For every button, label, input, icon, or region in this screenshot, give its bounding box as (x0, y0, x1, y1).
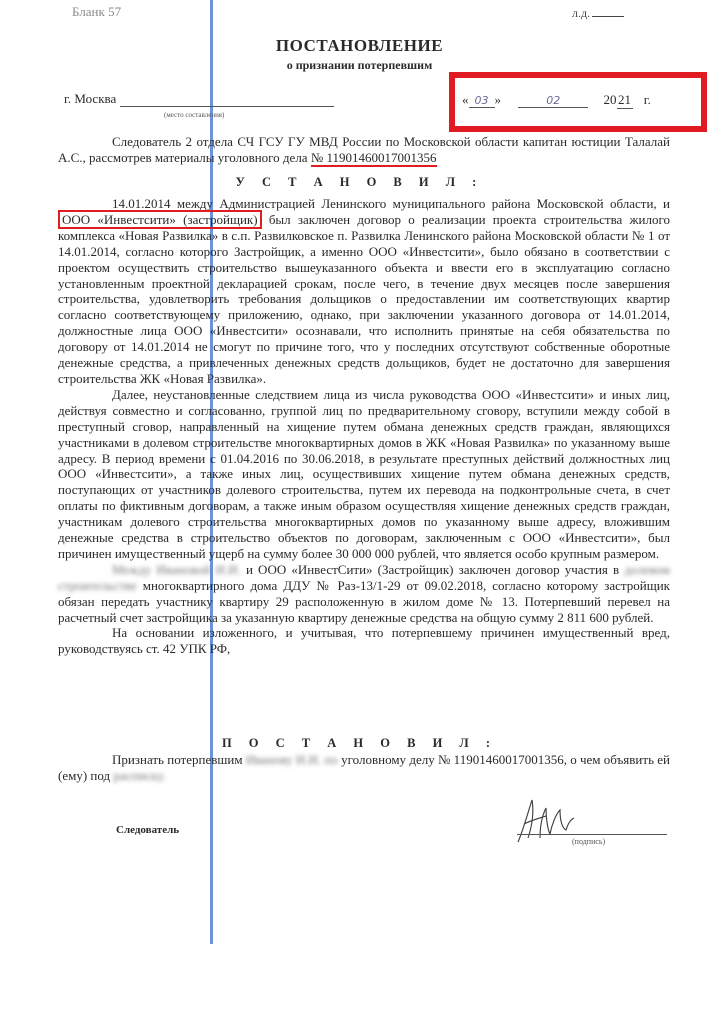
date-year-prefix: 20 (603, 92, 617, 107)
paragraph-3: Между Ивановой И.И. и ООО «ИнвестСити» (Застройщик) заключен договор участия в долевом строительстве многоквартирного дома ДДУ № Раз-13/1-29 от 09.02.2018, согласно которому застройщик обязан передать участнику квартиру 29 расположенную в жилом доме № 13. Потерпевший перевел на расчетный счет застройщика за указанную квартиру денежные средства на общую сумму 2 811 600 рублей. (58, 561, 670, 625)
document-subtitle: о признании потерпевшим (286, 58, 433, 72)
city: г. Москва (64, 91, 117, 106)
paragraph-4: На основании изложенного, и учитывая, что потерпевшему причинен имущественный вред, руководствуясь ст. 42 УПК РФ, (58, 625, 670, 657)
date-day: 03 (469, 94, 495, 108)
document-date: « 03 » 02 20 21 г. (462, 92, 651, 107)
investigator-label: Следователь (116, 824, 180, 836)
case-number: № 11901460017001356 (310, 149, 437, 165)
redacted-tail: расписку. (113, 767, 166, 783)
date-month: 02 (518, 94, 588, 108)
body-text (58, 196, 670, 657)
resolution-paragraph: Признать потерпевшим Иванову И.И. по уголовному делу № 11901460017001356, о чем объявить ей (ему) под расписку. (58, 752, 670, 783)
heading-postanovil: П О С Т А Н О В И Л : (221, 736, 498, 750)
document-title: ПОСТАНОВЛЕНИЕ (275, 36, 444, 55)
signature-line (517, 834, 667, 835)
form-label: Бланк 57 (72, 4, 122, 19)
signature-note: (подпись) (572, 837, 606, 846)
redacted-text: долевом строительстве (58, 561, 670, 593)
paragraph-2: Далее, неустановленные следствием лица из числа руководства ООО «Инвестсити» и иных лиц, действуя совместно и согласованно, группой лиц по предварительному сговору, вступили между собой в преступный сговор, направленный на хищение путем обмана денежных средств граждан, являющихся участниками в долевом строительстве многоквартирных домов в ЖК «Новая Развилка» по указанному выше адресу. В период времени с 01.04.2016 по 30.06.2018, в результате преступных действий должностных лиц ООО «Инвестсити», а также иных лиц, осуществивших хищение путем обмана денежных средств, поступающих от участников долевого строительства, путем их перевода на подконтрольные счета, в счет оплаты по фиктивным договорам, а также иным образом осуществляя хищение денежных средств граждан, участникам долевого строительства многоквартирных домов по указанному выше адресу, вложившим денежные средства в строительство объектов по договорам, заключенным с ООО «Инвестсити», был причинен имущественный ущерб на сумму более 30 000 000 рублей, что является особо крупным размером. (58, 386, 670, 561)
date-year-unit: г. (643, 92, 651, 107)
case-sheet-label: л.д. (572, 6, 624, 21)
redacted-name: Между Ивановой И.И. (112, 561, 241, 577)
handwritten-signature (510, 790, 580, 850)
company-highlight: ООО «Инвестсити» (застройщик) (58, 210, 262, 229)
intro-paragraph: Следователь 2 отдела СЧ ГСУ ГУ МВД России по Московской области капитан юстиции Талалай А.С., рассмотрев материалы уголовного дела № 11901460017001356 (58, 134, 670, 165)
redacted-victim-name: Иванову И.И. по (245, 752, 338, 767)
heading-ustanovil: У С Т А Н О В И Л : (235, 175, 484, 189)
date-year-suffix: 21 (618, 92, 631, 107)
paragraph-1: 14.01.2014 между Администрацией Ленинского муниципального района Московской области, и ООО «Инвестсити» (застройщик) был заключен договор о реализации проекта строительства жилого комплекса «Новая Развилка» в с.п. Развилковское п. Развилка Ленинского района Московской области № 1 от 14.01.2014, согласно которого Застройщик, а именно ООО «Инвестсити», было обязано в соответствии с проектом осуществить строительство вышеуказанного объекта и ввести его в эксплуатацию согласно установленным проектной декларацией срокам, после чего, в течение двух месяцев после завершения строительства, удовлетворить требования дольщиков о предоставлении им соответствующих квартир согласно соответствующему приложению, однако, при заключении указанного договора от 14.01.2014, должностные лица ООО «Инвестсити» осознавали, что исполнить принятые на себя обязательства по договору от 14.01.2014 не смогут по причине того, что у последних отсутствуют собственные оборотные денежные средства, а привлеченных денежных средств дольщиков, будет не достаточно для завершения строительства ЖК «Новая Развилка». (58, 196, 670, 386)
place-underline (120, 106, 334, 107)
place-note: (место составления) (164, 111, 225, 119)
